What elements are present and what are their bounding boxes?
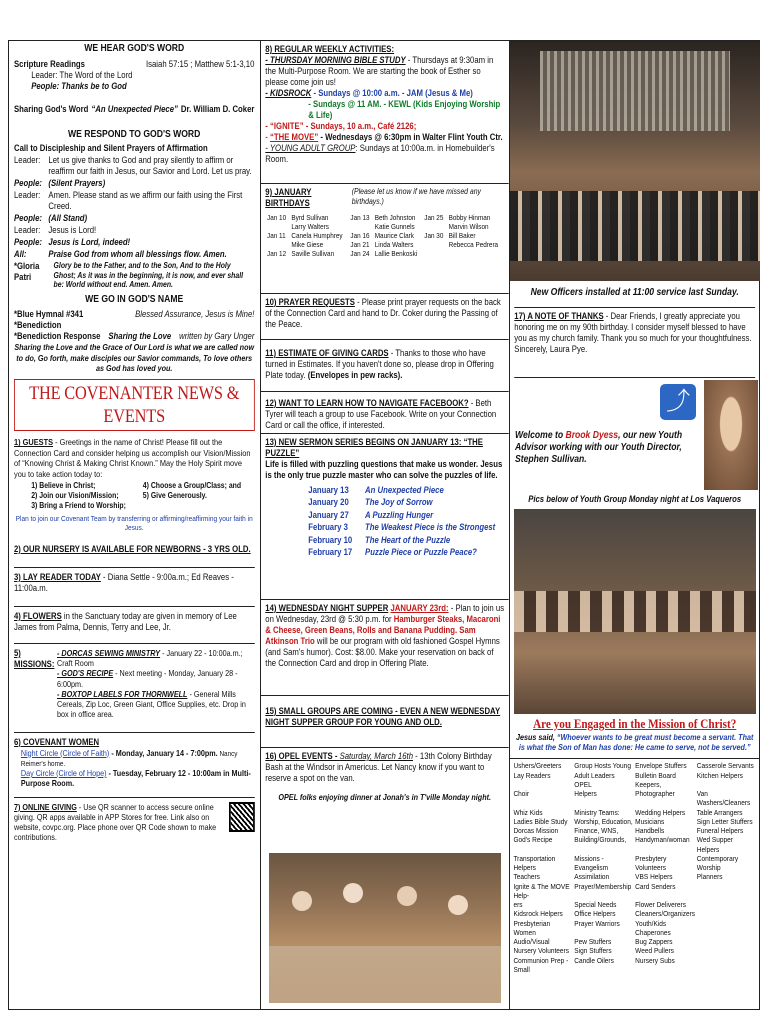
volunteer-role: Choir bbox=[513, 789, 530, 799]
kid-name: - KIDSROCK bbox=[265, 87, 312, 98]
people-line: People: Thanks be to God bbox=[31, 81, 127, 92]
volunteer-role: Finance, WNS, bbox=[574, 826, 619, 836]
est-head: 11) ESTIMATE OF GIVING CARDS bbox=[265, 348, 389, 358]
cw-day-text: - Tuesday, February 12 - 10:00am in Multi-Purpose Room. bbox=[20, 768, 251, 789]
bulletin-page bbox=[8, 40, 760, 1010]
volunteer-role: Musicians bbox=[635, 816, 665, 826]
series-date: January 27 bbox=[308, 509, 349, 520]
cw-night-text: - Monday, January 14 - 7:00pm. bbox=[109, 747, 218, 758]
litany-row bbox=[14, 213, 254, 224]
birthday-cell: Bill Baker bbox=[448, 231, 476, 240]
volunteer-role: Audio/Visual bbox=[513, 937, 550, 947]
birthday-cell bbox=[265, 222, 289, 231]
volunteer-role: Whiz Kids bbox=[513, 807, 543, 817]
guest-step: 2) Join our Vision/Mission; bbox=[31, 491, 119, 501]
series-text: Life is filled with puzzling questions that make us wonder. Jesus is the only true puzzle master who can solve the puzzles of life. bbox=[265, 458, 503, 480]
mission-item bbox=[57, 648, 254, 669]
share-arrow-icon: ⤴ bbox=[660, 384, 696, 420]
litany-text: Amen. Please stand as we affirm our faith using the First Creed. bbox=[48, 190, 243, 212]
volunteer-role: Youth/Kids Chaperones bbox=[635, 918, 671, 937]
volunteer-role: Funeral Helpers bbox=[696, 826, 744, 836]
birthday-row bbox=[265, 240, 504, 249]
volunteer-role: Kitchen Helpers bbox=[696, 770, 743, 780]
thanks-text: - Dear Friends, I greatly appreciate you honoring me on my 90th birthday. I consider myself blessed to have you as my church family. Thank you so much for your thoughtfulness. Sincerely, Laura Pye. bbox=[514, 311, 752, 355]
welcome-1: Welcome to bbox=[515, 430, 566, 442]
birthday-cell bbox=[447, 249, 504, 258]
birthday-cell: Jan 30 bbox=[424, 231, 444, 240]
supper-text2: will be our program with old fashioned Gospel Hymns (and Sam's humor). Cost: $8.00. Make your reservation on back of the Connection Card and drop in Offering Plate. bbox=[265, 635, 500, 668]
volunteer-role: Office Helpers bbox=[574, 909, 616, 919]
litany-row bbox=[14, 155, 254, 177]
volunteer-role bbox=[697, 946, 756, 955]
bresp-label: *Benediction Response bbox=[14, 331, 101, 342]
volunteer-role: Worship, Education, bbox=[574, 816, 633, 826]
news-banner: THE COVENANTER NEWS & EVENTS bbox=[14, 379, 254, 431]
volunteer-role: Envelope Stuffers bbox=[635, 761, 687, 771]
sermon-speaker: Dr. William D. Coker bbox=[180, 104, 255, 115]
giving-text: - Use QR scanner to access secure online giving. QR apps available in APP Stores for free. Link also on website, covpc.org. Place phone over QR Code shown to make contributions. bbox=[14, 801, 217, 843]
guests-note: Plan to join our Covenant Team by transferring or affirming/reaffirming your faith in Jesus. bbox=[15, 513, 253, 532]
middle-column: 8) REGULAR WEEKLY ACTIVITIES: - THURSDAY MORNING BIBLE STUDY - Thursdays at 9:30am in the Multi-Purpose Room. We are starting the book of Esther so please come join us! - KIDSROCK - Sundays @ 10:00 a.m. - JAM (Jesus & Me) - Sundays @ 11 AM. - KEWL (Kids Enjoying Worship & Life) - “IGNITE” - Sundays, 10 a.m., Café 2126; - “THE MOVE” - Wednesdays @ 6:30pm in Walter Flint Youth Ctr. - YOUNG ADULT GROUP: Sundays at 10:00a.m. in Homebuilder's Room. 9) JANUARY BIRTHDAYS (Please let us know if we have missed any birthdays.) Jan 10 Byrd Sullivan Jan 13 Beth Johnston Jan 25 Bobby Hinman Larry Walters Katie Gunnels Marvin Wilson Jan 11 Canela Humphrey Jan 16 Maurice Clark Jan 30 Bill Baker Mike Giese Jan 21 Linda Walters Rebecca Pedrera Jan 12 Saville Sullivan Jan 24 Lallie Benkoski 10) PRAYER REQUESTS - Please print prayer requests on the back of the Connection Card and hand to Dr. Coker during the Passing of the Peace. 11) ESTIMATE OF GIVING CARDS - Thanks to those who have turned in Estimates. If you haven't done so, please drop in Offering Plate today. (Envelopes in pew racks). 12) WANT TO LEARN HOW TO NAVIGATE FACEBOOK? - Beth Tyrer will teach a group to use Facebook. Write on your Connection Card or call the office, if interested. 13) NEW SERMON SERIES BEGINS ON JANUARY 13: “THE PUZZLE” Life is filled with puzzling questions that make us wonder. Jesus is the only true puzzle master who can solve the puzzles of life. January 13 An Unexpected Piece January 20 The Joy of Sorrow January 27 A Puzzling Hunger February 3 The Weakest Piece is the Strongest February 10 The Heart of the Puzzle February 17 Puzzle Piece or Puzzle Peace? 14) WEDNESDAY NIGHT SUPPER JANUARY 23rd: - Plan to join us on Wednesday, 23rd @ 5:30 p.m. for Hamburger Steaks, Macaroni & Cheese, Green Beans, Rolls and Banana Pudding. Sam Atkinson Trio will be our program with old fashioned Gospel Hymns (and Sam's humor). Cost: $8.00. Make your reservation on back of the Connection Card and drop in Offering Plate. 15) SMALL GROUPS ARE COMING - EVEN A NEW WEDNESDAY NIGHT SUPPER GROUP FOR YOUNG AND OLD. 16) OPEL EVENTS - Saturday, March 16th - 13th Colony Birthday Bash at the Windsor in Americus. Let Nancy know if you want to reserve a spot on the van. OPEL folks enjoying dinner at Jonah's in T'ville Monday night. bbox=[261, 41, 510, 1009]
birthday-cell: Jan 13 bbox=[350, 212, 370, 222]
volunteer-role: Ignite & The MOVE Help- bbox=[513, 881, 570, 900]
missions-list bbox=[57, 648, 254, 720]
bresp-text: Sharing the Love and the Grace of Our Lord is what we are called now to do, Go forth, make disciples our Savior commands, To love others as God has loved you. bbox=[14, 342, 255, 373]
series-title: The Heart of the Puzzle bbox=[365, 534, 451, 545]
bd-head: 9) JANUARY BIRTHDAYS bbox=[265, 187, 312, 208]
supper-text1: - Plan to join us on Wednesday, 23rd @ 5:30 p.m. for bbox=[265, 603, 505, 624]
volunteer-role: Photographer bbox=[635, 789, 675, 799]
litany-text: (Silent Prayers) bbox=[48, 178, 106, 189]
respond-title: WE RESPOND TO GOD'S WORD bbox=[68, 129, 201, 141]
litany-text: Jesus is Lord, indeed! bbox=[48, 237, 131, 247]
est-bold: (Envelopes in pew racks). bbox=[307, 369, 403, 380]
guests-head: 1) GUESTS bbox=[14, 437, 54, 448]
series-item bbox=[265, 534, 504, 546]
mission-item bbox=[57, 689, 254, 720]
welcome-2: , our new Youth Advisor working with our Youth Director, Stephen Sullivan. bbox=[515, 430, 683, 466]
volunteer-role: Handyman/woman bbox=[635, 835, 690, 845]
series-title: The Weakest Piece is the Strongest bbox=[365, 522, 496, 533]
cw-night-name[interactable]: Night Circle (Circle of Faith) bbox=[20, 747, 110, 758]
ya-text: : Sundays at 10:00a.m. in Homebuilder's Room. bbox=[265, 142, 495, 164]
volunteer-role: Contemporary Worship bbox=[696, 853, 739, 873]
volunteer-role: Lay Readers bbox=[513, 770, 551, 780]
supper-menu: Hamburger Steaks, Macaroni & Cheese, Green Beans, Rolls and Banana Pudding. Sam Atkinson Trio bbox=[265, 613, 501, 646]
youth-group-photo bbox=[514, 509, 756, 714]
volunteer-role: Bulletin Board Keepers, bbox=[635, 770, 676, 789]
birthday-cell: Jan 10 bbox=[267, 212, 287, 222]
volunteer-role: Ushers/Greeters bbox=[513, 761, 562, 771]
scripture-refs: Isaiah 57:15 ; Matthew 5:1-3,10 bbox=[145, 59, 255, 70]
hear-title: WE HEAR GOD'S WORD bbox=[84, 43, 185, 54]
volunteer-role: VBS Helpers bbox=[635, 872, 673, 882]
birthday-cell: Jan 11 bbox=[267, 231, 286, 240]
flowers-text: in the Sanctuary today are given in memory of Lee James from Palma, Dennis, Terry and Lee, Jr. bbox=[14, 610, 237, 632]
volunteer-role: Sign Stuffers bbox=[574, 946, 612, 956]
series-date: January 20 bbox=[308, 497, 349, 508]
volunteer-role: Adult Leaders OPEL bbox=[574, 770, 615, 789]
brook-dyess-photo bbox=[704, 380, 758, 490]
volunteer-role: Ministry Teams: bbox=[574, 807, 620, 817]
bresp-title: Sharing the Love bbox=[108, 331, 172, 342]
mission-quote-2: “Whoever wants to be great must become a servant. That is what the Son of Man has done: He came to serve, not be served.” bbox=[518, 731, 754, 753]
guest-step: 1) Believe in Christ; bbox=[31, 481, 96, 491]
volunteer-role: Dorcas Mission bbox=[513, 826, 559, 836]
series-date: January 13 bbox=[308, 484, 349, 495]
volunteer-role: Special Needs bbox=[574, 900, 617, 910]
pr-text: - Please print prayer requests on the back of the Connection Card and hand to Dr. Coker during the Passing of the Peace. bbox=[265, 297, 501, 329]
volunteer-role: Flower Deliverers bbox=[635, 900, 686, 910]
bresp-author: written by Gary Unger bbox=[179, 331, 255, 342]
series-item bbox=[265, 484, 504, 496]
birthday-cell: Jan 16 bbox=[350, 231, 370, 240]
volunteer-role: Nursery Subs bbox=[635, 955, 675, 965]
volunteer-role: Cleaners/Organizers bbox=[635, 909, 696, 919]
series-head: 13) NEW SERMON SERIES BEGINS ON JANUARY 13: “THE PUZZLE” bbox=[265, 437, 483, 458]
volunteer-role bbox=[697, 900, 756, 909]
nursery-note: 2) OUR NURSERY IS AVAILABLE FOR NEWBORNS - 3 YRS OLD. bbox=[14, 544, 251, 555]
mission-name: - BOXTOP LABELS FOR THORNWELL bbox=[57, 688, 188, 699]
volunteer-role bbox=[697, 937, 756, 946]
birthday-row bbox=[265, 213, 504, 222]
giving-head: 7) ONLINE GIVING bbox=[14, 801, 77, 812]
volunteer-role: God's Recipe bbox=[513, 835, 553, 845]
litany-row bbox=[14, 249, 254, 260]
cw-day-name[interactable]: Day Circle (Circle of Hope) bbox=[20, 768, 107, 779]
birthday-cell bbox=[349, 222, 373, 231]
birthday-cell: Lallie Benkoski bbox=[374, 249, 418, 259]
litany-speaker: People: bbox=[14, 237, 42, 247]
guest-step bbox=[143, 501, 255, 511]
guest-step: 4) Choose a Group/Class; and bbox=[142, 481, 242, 491]
litany-text: Jesus is Lord! bbox=[48, 225, 97, 236]
volunteer-role: Building/Grounds, bbox=[574, 835, 627, 845]
birthday-cell: Rebecca Pedrera bbox=[448, 240, 499, 250]
litany-row bbox=[14, 178, 254, 189]
series-item bbox=[265, 496, 504, 508]
sermon-title: “An Unexpected Piece” bbox=[91, 104, 178, 115]
birthday-cell: Jan 24 bbox=[350, 249, 370, 259]
litany bbox=[14, 155, 254, 260]
birthday-cell: Saville Sullivan bbox=[291, 249, 335, 259]
birthday-cell: Maurice Clark bbox=[374, 231, 414, 240]
cw-head: 6) COVENANT WOMEN bbox=[14, 736, 100, 747]
volunteer-role: Wed Supper Helpers bbox=[696, 835, 733, 854]
flowers-head: 4) FLOWERS bbox=[14, 610, 62, 621]
birthday-cell: Beth Johnston bbox=[374, 212, 416, 222]
supper-date: JANUARY 23rd: bbox=[390, 603, 449, 613]
rwa-head: 8) REGULAR WEEKLY ACTIVITIES: bbox=[265, 44, 395, 54]
guest-step: 3) Bring a Friend to Worship; bbox=[31, 500, 126, 510]
series-title: A Puzzling Hunger bbox=[365, 509, 434, 520]
birthday-cell: Jan 12 bbox=[267, 249, 287, 259]
birthday-table bbox=[265, 213, 504, 258]
litany-text: (All Stand) bbox=[48, 213, 88, 224]
missions-head: 5) MISSIONS: bbox=[14, 647, 55, 669]
volunteer-role: Wedding Helpers bbox=[635, 807, 686, 817]
volunteer-role: Kidsrock Helpers bbox=[513, 909, 563, 919]
fb-text: - Beth Tyrer will teach a group to use Facebook. Write on your Connection Card or call the office, if interested. bbox=[265, 398, 497, 430]
officers-caption: New Officers installed at 11:00 service last Sunday. bbox=[514, 287, 755, 308]
birthday-cell bbox=[423, 222, 447, 231]
volunteer-role: Candle Oilers bbox=[574, 955, 614, 965]
right-column bbox=[510, 41, 760, 1009]
scripture-label: Scripture Readings bbox=[14, 59, 85, 70]
volunteer-role: Assimilation bbox=[574, 872, 610, 882]
thurs-name: - THURSDAY MORNING BIBLE STUDY bbox=[265, 54, 406, 65]
birthday-row bbox=[265, 249, 504, 258]
birthday-cell bbox=[423, 249, 447, 258]
supper-head: 14) WEDNESDAY NIGHT SUPPER bbox=[265, 603, 389, 613]
opel-date: Saturday, March 16th bbox=[339, 751, 414, 761]
volunteer-role: Ladies Bible Study bbox=[513, 816, 568, 826]
benediction: *Benediction bbox=[14, 320, 62, 331]
volunteer-role: Planners bbox=[696, 872, 723, 882]
volunteer-role: ers bbox=[513, 900, 523, 910]
series-date: February 10 bbox=[308, 534, 353, 545]
call-title: Call to Discipleship and Silent Prayers of Affirmation bbox=[14, 143, 208, 154]
officers-photo bbox=[510, 41, 760, 281]
volunteer-role: Missions - Evangelism bbox=[574, 853, 609, 873]
birthday-cell: Jan 25 bbox=[424, 212, 444, 222]
mission-quote-1: Jesus said, bbox=[516, 731, 557, 742]
volunteer-role: Teachers bbox=[513, 872, 540, 882]
gloria-label: *Gloria Patri bbox=[14, 260, 40, 282]
series-date: February 3 bbox=[308, 522, 348, 533]
mission-text: - General Mills Cereals, Zip Loc, Green Giant, Office Supplies, etc. Drop in box in office area. bbox=[57, 688, 246, 720]
litany-speaker: People: bbox=[14, 178, 42, 189]
mission-text: - Next meeting - Monday, January 28 - 6:00pm. bbox=[57, 668, 238, 689]
leader-line: Leader: The Word of the Lord bbox=[31, 70, 133, 81]
volunteer-role: Pew Stuffers bbox=[574, 937, 612, 947]
lay-text: - Diana Settle - 9:00a.m.; Ed Reaves - 11:00a.m. bbox=[14, 572, 234, 593]
volunteer-role: Presbytery Volunteers bbox=[635, 853, 667, 873]
series-title: Puzzle Piece or Puzzle Peace? bbox=[365, 546, 477, 557]
volunteer-role: Casserole Servants bbox=[696, 761, 754, 771]
litany-row bbox=[14, 237, 254, 248]
mission-name: - DORCAS SEWING MINISTRY bbox=[57, 647, 161, 658]
volunteer-role: Sign Letter Stuffers bbox=[696, 816, 753, 826]
litany-row bbox=[14, 190, 254, 212]
qr-code-icon[interactable] bbox=[229, 802, 255, 832]
mission-text: - January 22 - 10:00a.m.; Craft Room bbox=[57, 647, 243, 669]
volunteer-role: Table Arrangers bbox=[696, 807, 743, 817]
guests-text: - Greetings in the name of Christ! Please fill out the Connection Card and consider helping us accomplish our Vision/Mission of “Knowing Christ & Making Christ Known.” May the Holy Spirit move you to take action today to: bbox=[14, 437, 251, 479]
guest-steps bbox=[14, 481, 254, 510]
opel-text: - 13th Colony Birthday Bash at the Windsor in Americus. Let Nancy know if you want to reserve a spot on the van. bbox=[265, 751, 492, 783]
kid-text1: - Sundays @ 10:00 a.m. - JAM (Jesus & Me) bbox=[311, 87, 473, 98]
volunteer-role: Prayer/Membership bbox=[574, 881, 632, 891]
kid-text2: - Sundays @ 11 AM. - KEWL (Kids Enjoying Worship & Life) bbox=[308, 98, 501, 120]
volunteer-role: Handbells bbox=[635, 826, 665, 836]
left-column bbox=[9, 41, 261, 1009]
volunteer-grid bbox=[510, 759, 759, 976]
birthday-row bbox=[265, 231, 504, 240]
pics-caption: Pics below of Youth Group Monday night at Los Vaqueros bbox=[528, 494, 742, 505]
lay-head: 3) LAY READER TODAY bbox=[14, 572, 101, 583]
series-title: The Joy of Sorrow bbox=[365, 497, 433, 508]
birthday-cell: Katie Gunnels bbox=[374, 221, 415, 231]
birthday-cell: Marvin Wilson bbox=[448, 221, 489, 231]
birthday-row bbox=[265, 222, 504, 231]
birthday-cell bbox=[423, 240, 447, 249]
mission-title: Are you Engaged in the Mission of Christ? bbox=[533, 716, 737, 732]
litany-row bbox=[14, 225, 254, 236]
opel-caption: OPEL folks enjoying dinner at Jonah's in T'ville Monday night. bbox=[278, 791, 491, 802]
volunteer-role: Prayer Warriors bbox=[574, 918, 620, 928]
birthday-cell: Jan 21 bbox=[350, 240, 370, 250]
litany-speaker: People: bbox=[14, 213, 42, 224]
pr-head: 10) PRAYER REQUESTS bbox=[265, 297, 355, 307]
birthday-cell: Canela Humphrey bbox=[291, 231, 343, 240]
litany-text: Praise God from whom all blessings flow. Amen. bbox=[48, 248, 227, 259]
volunteer-role bbox=[697, 882, 756, 901]
volunteer-role: Nursery Volunteers bbox=[513, 946, 569, 956]
volunteer-role: Bug Zappers bbox=[635, 937, 673, 947]
volunteer-role: Weed Pullers bbox=[635, 946, 674, 956]
volunteer-role: Communion Prep -Small bbox=[513, 955, 569, 974]
series-list bbox=[265, 484, 504, 558]
fb-head: 12) WANT TO LEARN HOW TO NAVIGATE FACEBOOK? bbox=[265, 398, 469, 408]
series-title: An Unexpected Piece bbox=[365, 484, 444, 495]
cw-night-note: Nancy Reimer's home. bbox=[20, 748, 238, 768]
series-date: February 17 bbox=[308, 546, 353, 557]
volunteer-role bbox=[697, 919, 756, 938]
opel-head: 16) OPEL EVENTS - bbox=[265, 751, 340, 761]
ignite-line: - “IGNITE” - Sundays, 10 a.m., Café 2126; bbox=[265, 120, 417, 131]
hymn-label: *Blue Hymnal #341 bbox=[14, 309, 84, 320]
gloria-text: Glory be to the Father, and to the Son, And to the Holy Ghost; As it was in the beginning, it is now, and ever shall be: World without end. Amen. Amen. bbox=[53, 260, 244, 290]
est-text: - Thanks to those who have turned in Estimates. If you haven't done so, please drop in Offering Plate today. bbox=[265, 348, 494, 380]
move-text: - Wednesdays @ 6:30pm in Walter Flint Youth Ctr. bbox=[318, 131, 503, 142]
series-item bbox=[265, 509, 504, 521]
birthday-cell: Linda Walters bbox=[374, 240, 414, 250]
go-title: WE GO IN GOD'S NAME bbox=[85, 294, 184, 306]
hymn-title: Blessed Assurance, Jesus is Mine! bbox=[135, 309, 255, 320]
volunteer-role: Presbyterian Women bbox=[513, 918, 551, 937]
birthday-cell: Byrd Sullivan bbox=[291, 212, 329, 222]
series-item bbox=[265, 546, 504, 558]
thanks-head: 17) A NOTE OF THANKS bbox=[514, 311, 604, 322]
series-item bbox=[265, 521, 504, 533]
move-name: “THE MOVE” bbox=[270, 131, 319, 142]
litany-speaker: Leader: bbox=[14, 190, 41, 201]
litany-speaker: Leader: bbox=[14, 225, 41, 236]
welcome-area bbox=[510, 378, 760, 490]
volunteer-role: Card Senders bbox=[635, 881, 676, 891]
opel-dinner-photo bbox=[269, 853, 501, 1003]
sharing-label: Sharing God's Word bbox=[14, 104, 89, 115]
welcome-name: Brook Dyess bbox=[565, 430, 619, 442]
volunteer-role: Van Washers/Cleaners bbox=[696, 789, 751, 808]
bd-note: (Please let us know if we have missed any birthdays.) bbox=[351, 187, 481, 206]
mission-item bbox=[57, 668, 254, 689]
volunteer-role: Group Hosts Young bbox=[574, 761, 631, 771]
birthday-cell: Larry Walters bbox=[291, 221, 329, 231]
litany-text: Let us give thanks to God and pray silently to affirm or reaffirm our faith in Jesus, our Savior and Lord. Let us pray. bbox=[48, 155, 252, 177]
mission-name: - GOD'S RECIPE bbox=[57, 668, 114, 679]
thurs-text: - Thursdays at 9:30am in the Multi-Purpose Room. We are starting the book of Esther so please come join us! bbox=[265, 54, 494, 87]
volunteer-role: Helpers bbox=[574, 789, 597, 799]
ya-name: - YOUNG ADULT GROUP bbox=[265, 142, 356, 153]
volunteer-role bbox=[697, 909, 756, 918]
guest-step: 5) Give Generously. bbox=[142, 491, 207, 501]
small-groups: 15) SMALL GROUPS ARE COMING - EVEN A NEW WEDNESDAY NIGHT SUPPER GROUP FOR YOUNG AND OLD. bbox=[265, 706, 501, 727]
birthday-cell: Mike Giese bbox=[291, 240, 324, 250]
volunteer-role bbox=[697, 956, 756, 975]
litany-speaker: Leader: bbox=[14, 155, 41, 166]
birthday-cell: Bobby Hinman bbox=[448, 212, 491, 222]
birthday-cell bbox=[265, 240, 289, 249]
litany-speaker: All: bbox=[14, 248, 27, 259]
volunteer-role: Transportation Helpers bbox=[513, 853, 556, 873]
